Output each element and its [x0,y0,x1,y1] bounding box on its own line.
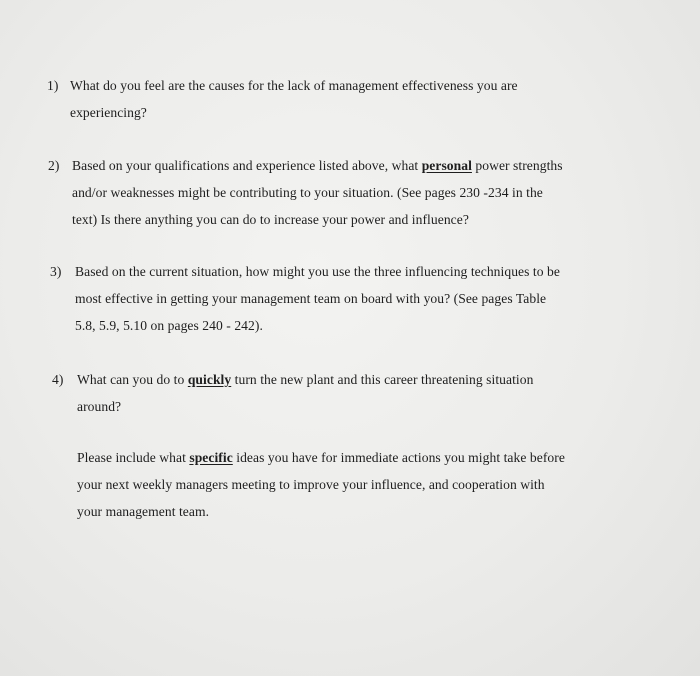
text-segment: Please include what [77,450,190,465]
note-line [77,444,565,471]
question-text [70,72,518,126]
text-segment: power strengths [471,158,563,173]
text-segment: What can you do to [77,372,188,387]
question-number: 4) [52,372,64,387]
question-line: text) Is there anything you can do to increase your power and influence? [72,212,469,227]
question-line [77,366,533,393]
question-text [77,366,533,420]
text-segment: turn the new plant and this career threatening situation [231,372,534,387]
question-line: most effective in getting your management team on board with you? (See pages Table [75,291,547,306]
question-4 [52,366,533,420]
question-number: 3) [50,264,62,279]
question-1 [47,72,518,126]
question-line: Based on the current situation, how might you use the three influencing techniques to be [75,264,560,279]
question-text [75,258,560,339]
question-text [72,152,563,233]
question-3 [50,258,560,339]
question-line: around? [77,399,122,414]
note-line: your next weekly managers meeting to improve your influence, and cooperation with [77,477,545,492]
question-line: 5.8, 5.9, 5.10 on pages 240 - 242). [75,318,263,333]
instruction-note [77,444,565,525]
emphasized-word: specific [189,450,233,465]
question-line: and/or weaknesses might be contributing to your situation. (See pages 230 -234 in the [72,185,543,200]
note-line: your management team. [77,504,210,519]
note-text [77,444,565,525]
emphasized-word: personal [421,158,472,173]
emphasized-word: quickly [187,372,232,387]
question-number: 1) [47,78,59,93]
question-line: experiencing? [70,105,147,120]
question-line: What do you feel are the causes for the lack of management effectiveness you are [70,78,518,93]
question-line [72,152,563,179]
question-number: 2) [48,158,60,173]
text-segment: Based on your qualifications and experience listed above, what [72,158,422,173]
text-segment: ideas you have for immediate actions you might take before [232,450,565,465]
question-2 [48,152,563,233]
